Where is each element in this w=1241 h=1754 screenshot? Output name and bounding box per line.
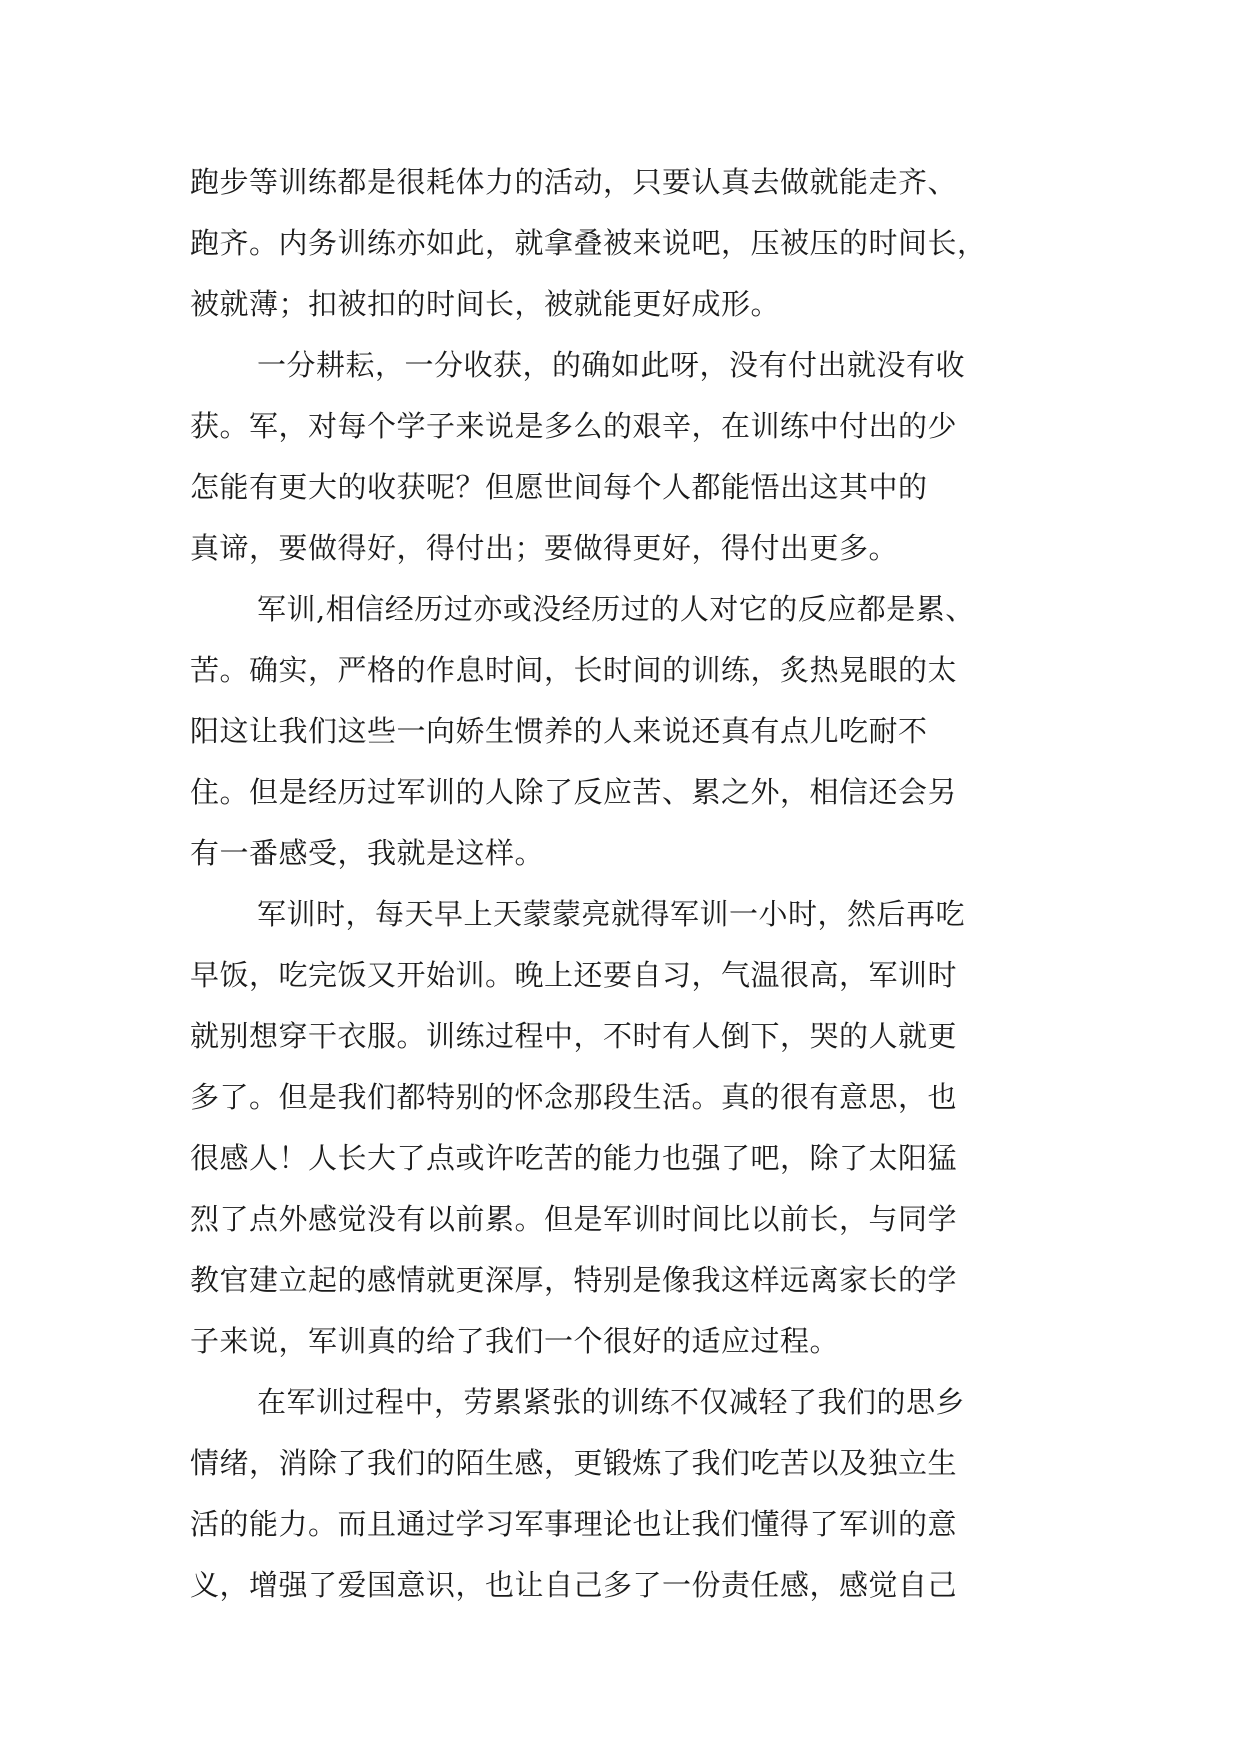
paragraph-start-line: 军训时，每天早上天蒙蒙亮就得军训一小时，然后再吃 bbox=[257, 897, 966, 931]
paragraph-start-line: 一分耕耘，一分收获，的确如此呀，没有付出就没有收 bbox=[257, 348, 966, 382]
text-line: 义，增强了爱国意识，也让自己多了一份责任感，感觉自己 bbox=[190, 1568, 958, 1602]
text-line: 活的能力。而且通过学习军事理论也让我们懂得了军训的意 bbox=[190, 1507, 958, 1541]
paragraph-start-line: 在军训过程中，劳累紧张的训练不仅减轻了我们的思乡 bbox=[257, 1385, 966, 1419]
text-line: 怎能有更大的收获呢？但愿世间每个人都能悟出这其中的 bbox=[190, 470, 928, 504]
text-line: 住。但是经历过军训的人除了反应苦、累之外，相信还会另 bbox=[190, 775, 958, 809]
text-line: 子来说，军训真的给了我们一个很好的适应过程。 bbox=[190, 1324, 840, 1358]
paragraph-start-line: 军训,相信经历过亦或没经历过的人对它的反应都是累、 bbox=[257, 592, 975, 626]
text-line: 就别想穿干衣服。训练过程中，不时有人倒下，哭的人就更 bbox=[190, 1019, 958, 1053]
text-line: 多了。但是我们都特别的怀念那段生活。真的很有意思，也 bbox=[190, 1080, 958, 1114]
text-line: 教官建立起的感情就更深厚，特别是像我这样远离家长的学 bbox=[190, 1263, 958, 1297]
text-line: 情绪，消除了我们的陌生感，更锻炼了我们吃苦以及独立生 bbox=[190, 1446, 958, 1480]
text-line: 阳这让我们这些一向娇生惯养的人来说还真有点儿吃耐不 bbox=[190, 714, 928, 748]
text-line: 跑齐。内务训练亦如此，就拿叠被来说吧，压被压的时间长， bbox=[190, 226, 987, 260]
text-line: 烈了点外感觉没有以前累。但是军训时间比以前长，与同学 bbox=[190, 1202, 958, 1236]
text-line: 获。军，对每个学子来说是多么的艰辛，在训练中付出的少 bbox=[190, 409, 958, 443]
text-line: 很感人！人长大了点或许吃苦的能力也强了吧，除了太阳猛 bbox=[190, 1141, 958, 1175]
text-line: 苦。确实，严格的作息时间，长时间的训练，炙热晃眼的太 bbox=[190, 653, 958, 687]
text-line: 有一番感受，我就是这样。 bbox=[190, 836, 545, 870]
text-line: 早饭，吃完饭又开始训。晚上还要自习，气温很高，军训时 bbox=[190, 958, 958, 992]
text-line: 跑步等训练都是很耗体力的活动，只要认真去做就能走齐、 bbox=[190, 165, 958, 199]
text-line: 被就薄；扣被扣的时间长，被就能更好成形。 bbox=[190, 287, 781, 321]
body-text bbox=[190, 152, 1070, 1616]
text-line: 真谛，要做得好，得付出；要做得更好，得付出更多。 bbox=[190, 531, 899, 565]
